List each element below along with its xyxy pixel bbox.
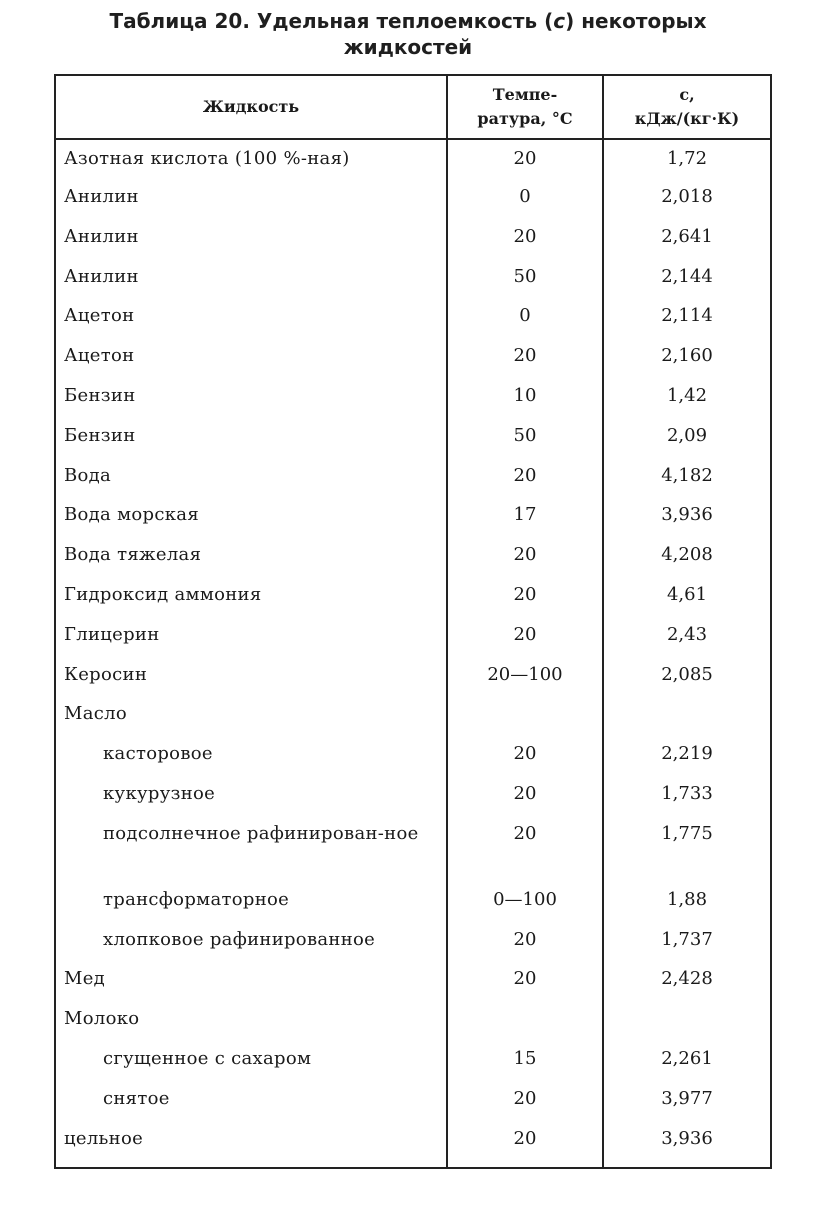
liquid-name: подсолнечное рафинирован-ное (103, 822, 419, 844)
heat-capacity-value: 1,733 (661, 782, 713, 804)
heat-capacity-value: 2,641 (661, 225, 713, 247)
table-row (56, 1000, 770, 1040)
table-row (56, 1040, 770, 1080)
temperature-value: 20 (513, 1127, 537, 1149)
temperature-value: 50 (513, 424, 537, 446)
temperature-value: 15 (513, 1047, 537, 1069)
liquid-name: Анилин (64, 225, 139, 247)
heat-capacity-value: 1,88 (666, 888, 708, 910)
heat-capacity-value: 2,018 (661, 186, 713, 207)
liquid-name: Мед (64, 968, 106, 990)
liquid-name: снятое (103, 1087, 170, 1109)
table-row (56, 218, 770, 258)
liquid-name: хлопковое рафинированное (103, 928, 376, 950)
table-row (56, 140, 770, 178)
temperature-value: 0 (519, 186, 531, 207)
heat-capacity-value: 4,182 (661, 464, 713, 486)
temperature-value: 20 (513, 345, 537, 367)
temperature-value: 17 (513, 504, 537, 526)
temperature-value: 20 (513, 544, 537, 566)
heat-capacity-value: 4,208 (661, 544, 713, 566)
table-row (56, 258, 770, 298)
temperature-value: 20 (513, 623, 537, 645)
heat-capacity-value: 2,114 (661, 305, 713, 327)
heat-capacity-value: 1,775 (661, 822, 713, 844)
table-row (56, 656, 770, 696)
heat-capacity-value: 2,144 (661, 265, 713, 287)
table-row (56, 921, 770, 961)
liquid-name: кукурузное (103, 782, 216, 804)
liquid-name: трансформаторное (103, 888, 290, 910)
table-row (56, 457, 770, 497)
liquid-name: Вода морская (64, 504, 199, 526)
table-row (56, 695, 770, 735)
liquid-name: Бензин (64, 384, 136, 406)
temperature-value: 0—100 (493, 888, 557, 910)
table-header (56, 76, 770, 140)
heat-capacity-value: 4,61 (666, 583, 708, 605)
heat-capacity-value: 2,160 (661, 345, 713, 367)
liquid-name: сгущенное с сахаром (103, 1047, 312, 1069)
heat-capacity-value: 2,428 (661, 968, 713, 990)
table-row (56, 815, 770, 881)
header-heat-capacity: c, кДж/(кг·К) (634, 85, 740, 128)
table-row (56, 1120, 770, 1160)
table-row (56, 178, 770, 218)
title-line-1: Таблица 20. Удельная теплоемкость (c) некоторых (109, 9, 707, 33)
table-row (56, 775, 770, 815)
liquid-name: Глицерин (64, 623, 160, 645)
table-row (56, 881, 770, 921)
heat-capacity-value: 2,43 (666, 623, 708, 645)
liquid-name: цельное (64, 1127, 144, 1149)
heat-capacity-value: 2,261 (661, 1047, 713, 1069)
table-row (56, 377, 770, 417)
liquid-name: Бензин (64, 424, 136, 446)
table-body (56, 140, 770, 1167)
liquid-name: Ацетон (64, 305, 135, 327)
table-row (56, 297, 770, 337)
temperature-value: 20 (513, 583, 537, 605)
heat-capacity-value: 2,085 (661, 663, 713, 685)
liquid-name: Анилин (64, 265, 139, 287)
temperature-value: 20 (513, 1087, 537, 1109)
liquid-name: Ацетон (64, 345, 135, 367)
temperature-value: 10 (513, 384, 537, 406)
liquid-name: Вода (64, 464, 112, 486)
heat-capacity-value: 2,219 (661, 743, 713, 765)
title-line-2: жидкостей (343, 35, 473, 59)
temperature-value: 20 (513, 743, 537, 765)
temperature-value: 50 (513, 265, 537, 287)
data-table (54, 74, 772, 1169)
temperature-value: 20 (513, 225, 537, 247)
temperature-value: 20 (513, 148, 537, 169)
heat-capacity-value: 3,936 (661, 1127, 713, 1149)
heat-capacity-value: 1,42 (666, 384, 708, 406)
table-row (56, 735, 770, 775)
header-temperature: Темпе- ратура, °С (477, 85, 573, 128)
heat-capacity-value: 3,977 (661, 1087, 713, 1109)
heat-capacity-value: 1,737 (661, 928, 713, 950)
liquid-name: Анилин (64, 186, 139, 207)
liquid-name: касторовое (103, 743, 213, 765)
table-row (56, 417, 770, 457)
table-row (56, 536, 770, 576)
header-liquid: Жидкость (202, 97, 300, 116)
title-symbol: c (553, 9, 566, 33)
heat-capacity-value: 3,936 (661, 504, 713, 526)
liquid-name: Керосин (64, 663, 148, 685)
temperature-value: 20 (513, 464, 537, 486)
heat-capacity-value: 1,72 (666, 148, 708, 169)
table-row (56, 496, 770, 536)
liquid-name: Азотная кислота (100 %-ная) (64, 148, 350, 169)
table-row (56, 1080, 770, 1120)
table-row (56, 576, 770, 616)
table-title (0, 8, 816, 60)
temperature-value: 20—100 (487, 663, 563, 685)
liquid-name: Молоко (64, 1008, 140, 1030)
temperature-value: 20 (513, 822, 537, 844)
table-row (56, 960, 770, 1000)
liquid-name: Вода тяжелая (64, 544, 202, 566)
liquid-name: Гидроксид аммония (64, 583, 262, 605)
temperature-value: 0 (519, 305, 531, 327)
table-row (56, 337, 770, 377)
liquid-name: Масло (64, 703, 128, 725)
table-row (56, 616, 770, 656)
heat-capacity-value: 2,09 (666, 424, 708, 446)
temperature-value: 20 (513, 782, 537, 804)
temperature-value: 20 (513, 928, 537, 950)
temperature-value: 20 (513, 968, 537, 990)
